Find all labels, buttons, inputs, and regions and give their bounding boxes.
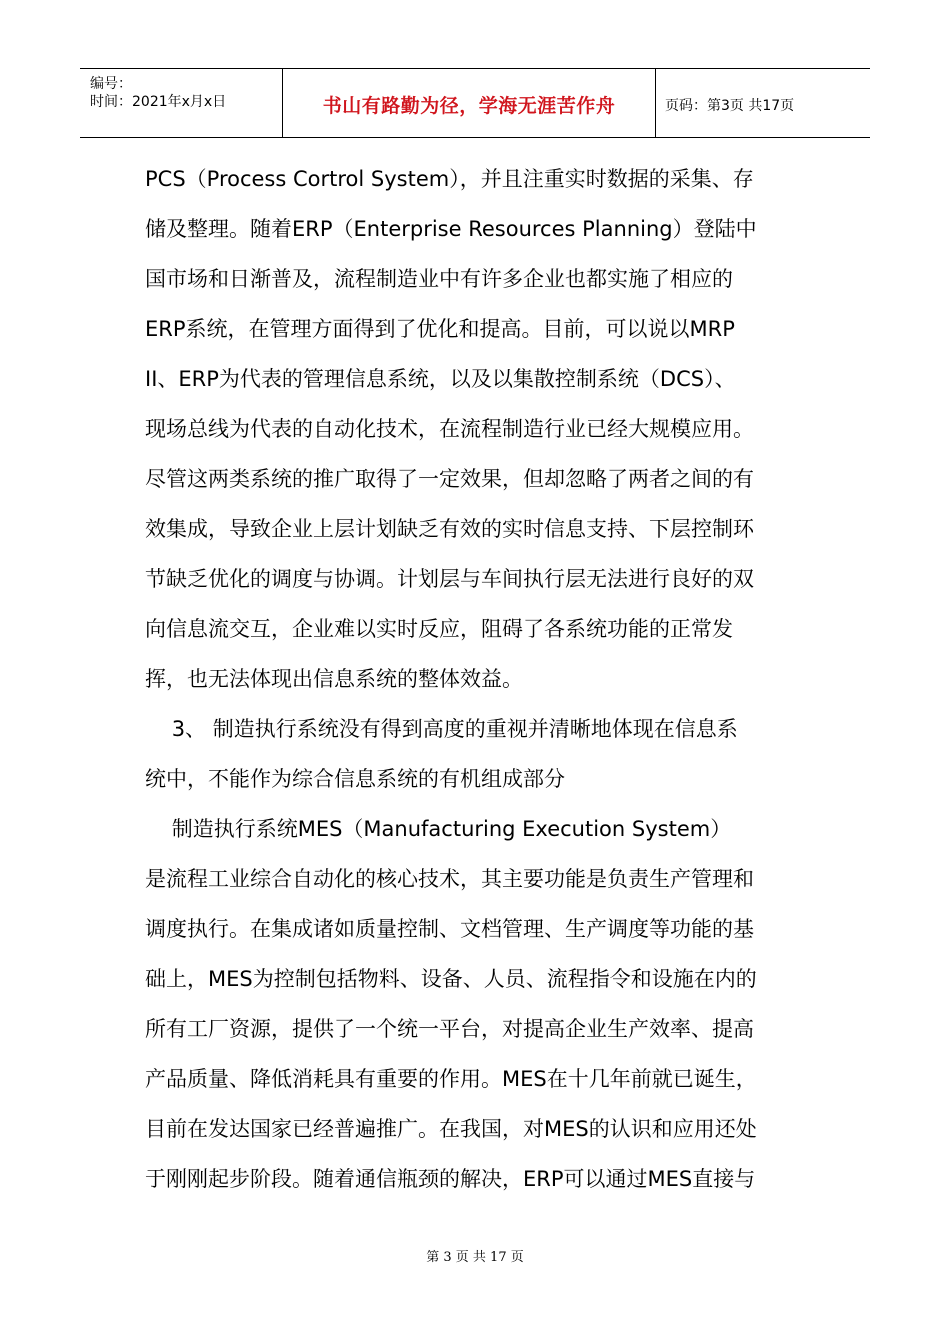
body-line: 调度执行。在集成诸如质量控制、文档管理、生产调度等功能的基 [145, 917, 754, 941]
document-date-label: 时间：2021年x月x日 [90, 94, 227, 110]
body-line: 于刚刚起步阶段。随着通信瓶颈的解决，ERP可以通过MES直接与 [145, 1167, 756, 1191]
section-heading-line: 统中，不能作为综合信息系统的有机组成部分 [145, 767, 565, 791]
body-line: 储及整理。随着ERP（Enterprise Resources Planning）登陆中 [145, 217, 757, 241]
header-motto-cell [282, 69, 656, 137]
body-line: 目前在发达国家已经普遍推广。在我国，对MES的认识和应用还处 [145, 1117, 757, 1141]
body-line: 向信息流交互，企业难以实时反应，阻碍了各系统功能的正常发 [145, 617, 733, 641]
header-table [80, 68, 870, 138]
body-line: 所有工厂资源，提供了一个统一平台，对提高企业生产效率、提高 [145, 1017, 754, 1041]
header-motto: 书山有路勤为径，学海无涯苦作舟 [322, 95, 616, 117]
header-page-cell [655, 69, 870, 137]
body-line: 国市场和日渐普及，流程制造业中有许多企业也都实施了相应的 [145, 267, 733, 291]
document-body [145, 167, 810, 1217]
body-line: 现场总线为代表的自动化技术，在流程制造行业已经大规模应用。 [145, 417, 754, 441]
page-footer: 第 3 页 共 17 页 [426, 1250, 524, 1265]
body-line: 尽管这两类系统的推广取得了一定效果，但却忽略了两者之间的有 [145, 467, 754, 491]
header-info-cell [80, 69, 282, 137]
body-line: PCS（Process Cortrol System），并且注重实时数据的采集、存 [145, 167, 754, 191]
body-line: 础上，MES为控制包括物料、设备、人员、流程指令和设施在内的 [145, 967, 757, 991]
body-line: 产品质量、降低消耗具有重要的作用。MES在十几年前就已诞生， [145, 1067, 757, 1091]
body-line: 是流程工业综合自动化的核心技术，其主要功能是负责生产管理和 [145, 867, 754, 891]
body-line: 效集成，导致企业上层计划缺乏有效的实时信息支持、下层控制环 [145, 517, 754, 541]
paragraph-start-line: 制造执行系统MES（Manufacturing Execution System） [145, 817, 732, 841]
section-heading-line: 3、 制造执行系统没有得到高度的重视并清晰地体现在信息系 [145, 717, 738, 741]
body-line: II、ERP为代表的管理信息系统，以及以集散控制系统（DCS）、 [145, 367, 736, 391]
body-line: 节缺乏优化的调度与协调。计划层与车间执行层无法进行良好的双 [145, 567, 754, 591]
body-line: 挥，也无法体现出信息系统的整体效益。 [145, 667, 523, 691]
header-page-code: 页码：第3页 共17页 [665, 98, 795, 114]
body-line: ERP系统，在管理方面得到了优化和提高。目前，可以说以MRP [145, 317, 735, 341]
document-number-label: 编号： [90, 76, 132, 92]
